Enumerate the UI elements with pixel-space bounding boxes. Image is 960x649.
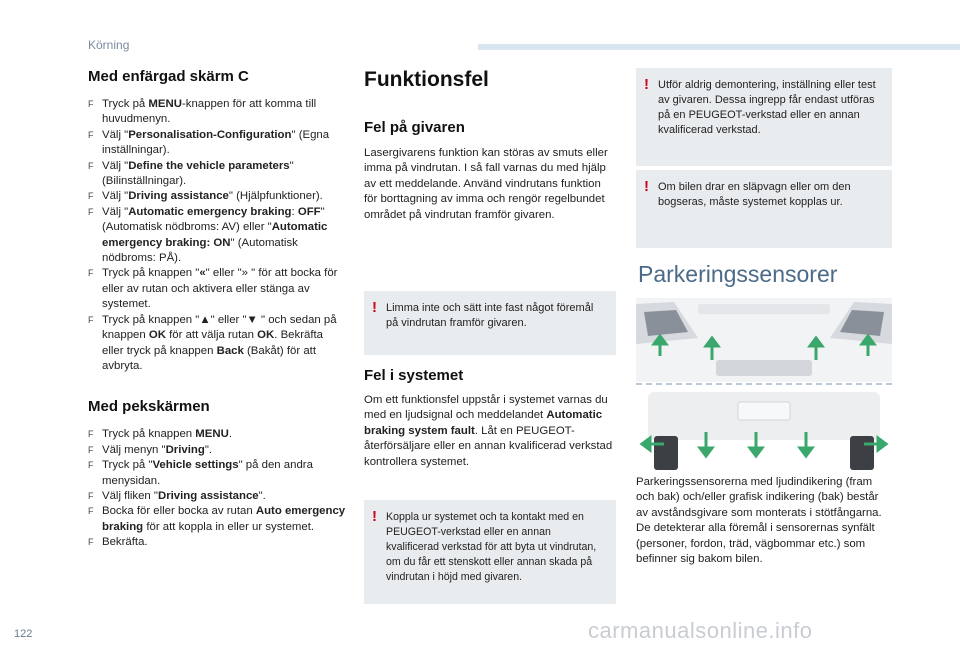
rear-bumper-illustration [636,392,892,470]
system-fault-text: Om ett funktionsfel uppstår i systemet varnas du med en ljudsignal och meddelandet Automatic braking system fault. Låt en PEUGEOT-återförsäljare eller en annan kvalificerad verkstad kontrollera systemet. [364,394,613,468]
warning-box [364,291,616,355]
warning-box [636,170,892,248]
warning-text: Koppla ur systemet och ta kontakt med en PEUGEOT-verkstad eller en annan kvalificerad verkstad för att byta ut vindrutan, om du får ett stenskott eller annan skada på vindrutan i höjd med givaren. [386,511,597,583]
warning-text: Limma inte och sätt inte fast något föremål på vindrutan framför givaren. [386,302,594,329]
sensor-fault-text: Lasergivarens funktion kan störas av smuts eller imma på vindrutan. I så fall varnas du med hjälp av ett meddelande. Använd vindrutans funktion för borttagning av imma och rengör regelbundet området på vindrutan framför givaren. [364,147,608,221]
malfunction-title: Funktionsfel [364,68,489,91]
parking-sensors-title: Parkeringssensorer [638,261,838,287]
warning-box [636,68,892,166]
warning-box [364,500,616,604]
list-item: F Välj "Driving assistance" (Hjälpfunktioner). [88,189,346,204]
warning-icon: ! [372,508,377,525]
list-item: F Välj "Automatic emergency braking: OFF" (Automatisk nödbroms: AV) eller "Automatic emergency braking: ON" (Automatisk nödbroms: PÅ). [88,205,346,267]
list-item: F Välj menyn "Driving". [88,443,346,458]
touch-screen-steps [88,427,346,550]
color-screen-steps [88,97,346,374]
column-1 [88,68,346,551]
list-item: F Tryck på "Vehicle settings" på den andra menysidan. [88,458,346,489]
list-item: F Välj "Define the vehicle parameters" (Bilinställningar). [88,159,346,190]
parking-sensors-text: Parkeringssensorerna med ljudindikering (fram och bak) och/eller grafisk indikering (bak) består av avståndsgivare som monterats i stötfångarna. De detekterar alla föremål i sensorernas synfält (personer, fordon, träd, vägbommar etc.) som befinner sig bakom bilen. [636,476,882,566]
list-item: F Välj "Personalisation-Configuration" (Egna inställningar). [88,128,346,159]
list-item: F Tryck på knappen "▲" eller "▼ " och sedan på knappen OK för att välja rutan OK. Bekräfta eller tryck på knappen Back (Bakåt) för att avbryta. [88,313,346,375]
warning-text: Utför aldrig demontering, inställning eller test av givaren. Dessa ingrepp får endast utföras på en PEUGEOT-verkstad eller en annan kvalificerad verkstad. [658,79,876,136]
list-item: F Tryck på MENU-knappen för att komma till huvudmenyn. [88,97,346,128]
heading-touch-screen: Med pekskärmen [88,398,210,416]
warning-text: Om bilen drar en släpvagn eller om den bogseras, måste systemet kopplas ur. [658,181,851,208]
list-item: F Välj fliken "Driving assistance". [88,489,346,504]
heading-color-screen: Med enfärgad skärm C [88,68,249,85]
list-item: F Bekräfta. [88,535,346,550]
front-bumper-illustration [636,298,892,382]
page-number: 122 [14,628,33,640]
section-label: Körning [88,38,130,52]
watermark: carmanualsonline.info [588,618,813,643]
list-item: F Tryck på knappen MENU. [88,427,346,442]
warning-icon: ! [644,76,649,93]
list-item: F Bocka för eller bocka av rutan Auto emergency braking för att koppla in eller ur systemet. [88,504,346,535]
heading-sensor-fault: Fel på givaren [364,119,465,136]
warning-icon: ! [372,299,377,316]
header-accent-bar [478,44,960,50]
illustration-divider [636,383,892,385]
warning-icon: ! [644,178,649,195]
heading-system-fault: Fel i systemet [364,367,464,384]
list-item: F Tryck på knappen "«" eller "» " för att bocka för eller av rutan och aktivera eller stänga av systemet. [88,266,346,312]
